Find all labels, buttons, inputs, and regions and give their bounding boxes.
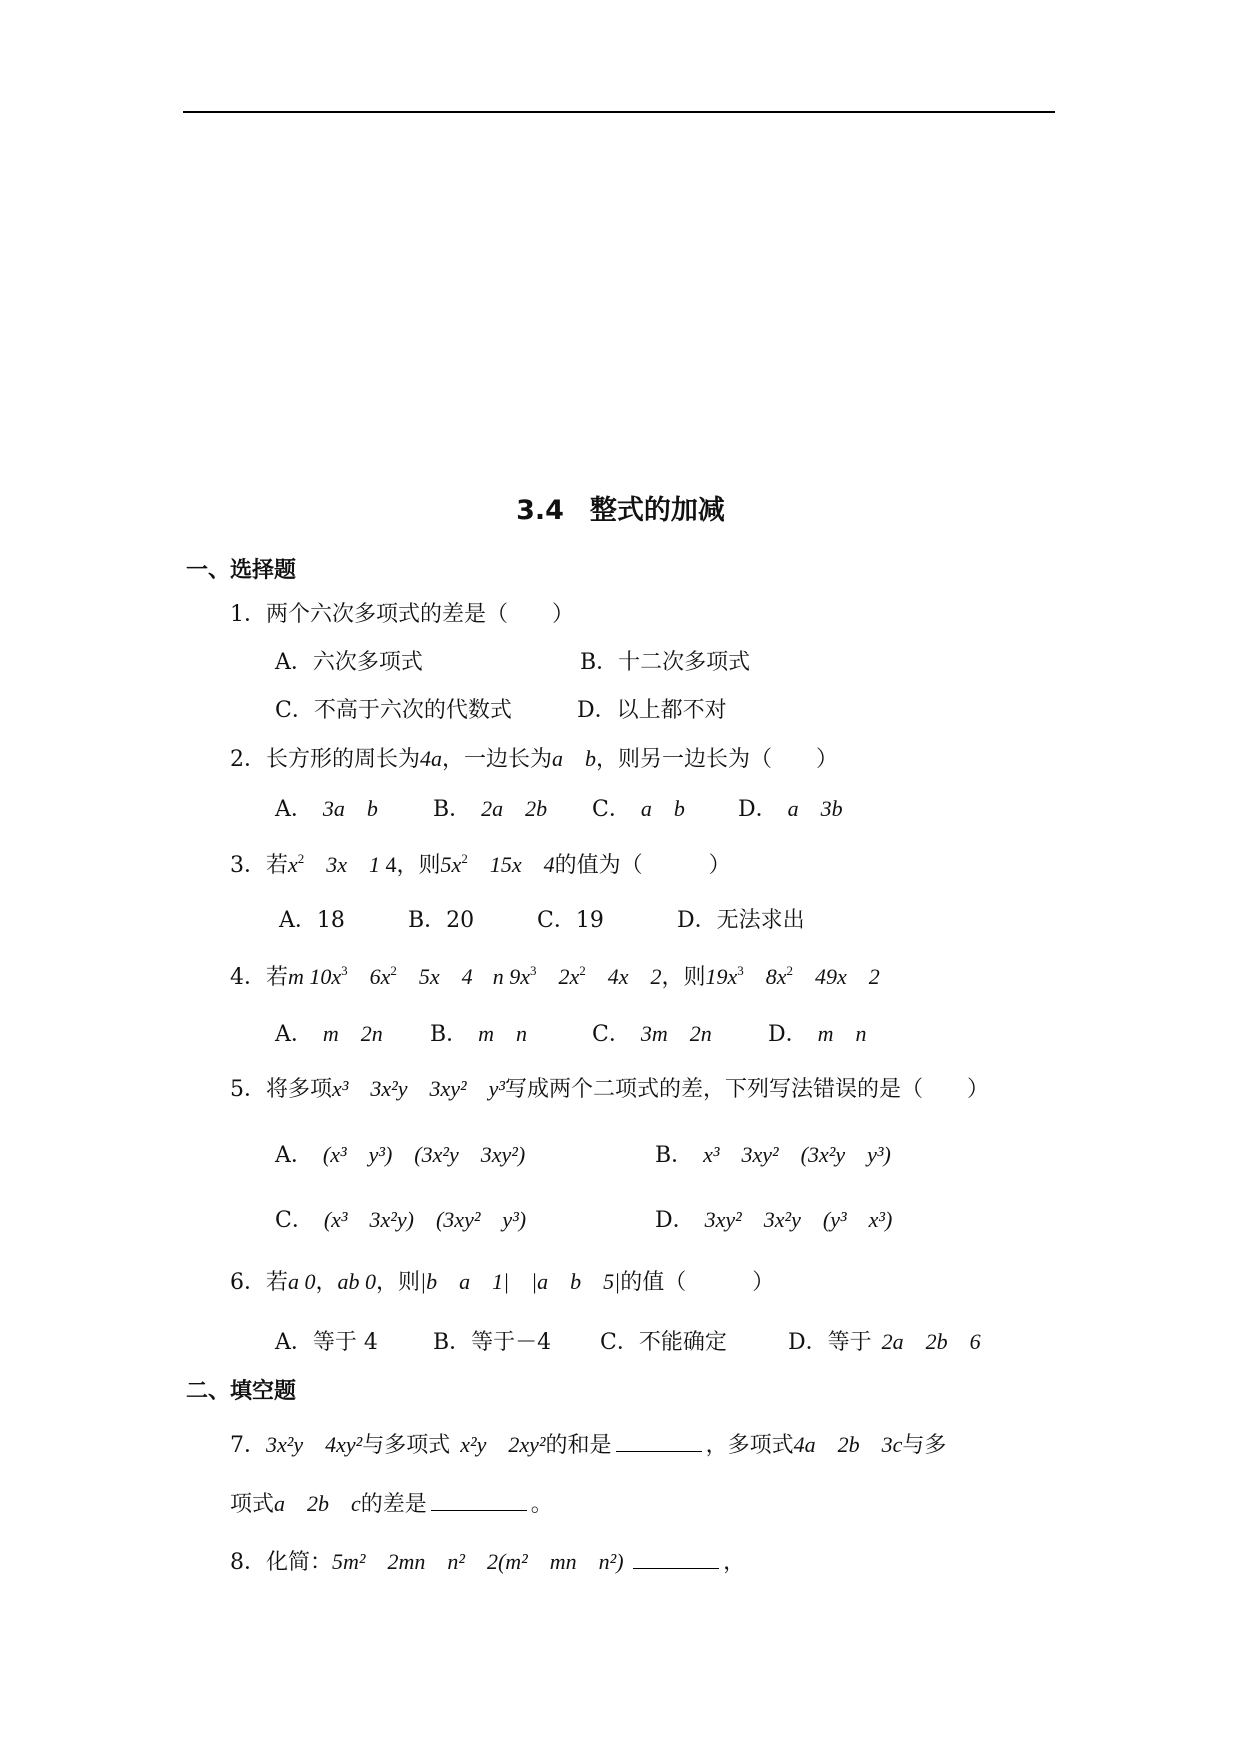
q4-a-label: A． [275, 1022, 313, 1047]
q3-option-d: D．无法求出 [677, 908, 805, 933]
q4-option-b [430, 1017, 527, 1048]
q5-c-label: C． [275, 1208, 314, 1233]
q3-expr2: 5x [440, 852, 462, 877]
q5-option-d [655, 1203, 892, 1234]
q4-n-exp2: 2 [579, 963, 586, 978]
q6-prefix: 6．若 [230, 1270, 288, 1295]
q6-option-c: C．不能确定 [600, 1330, 727, 1355]
q4-stem [230, 960, 880, 991]
q4-prefix: 4．若 [230, 965, 288, 990]
q8-blank[interactable] [633, 1550, 719, 1569]
q8-prefix: 8．化简： [230, 1550, 332, 1575]
q4-r-exp: 3 [737, 963, 744, 978]
q4-mid: ，则 [661, 965, 706, 990]
q6-d-label: D．等于 [788, 1330, 872, 1355]
q3-option-a: A．18 [279, 908, 345, 933]
q1-option-c: C．不高于六次的代数式 [275, 698, 512, 723]
q5-c-expr: (x³ 3x²y) (3xy² y³) [323, 1207, 527, 1232]
q5-prefix: 5．将多项 [230, 1077, 332, 1102]
q2-c-expr: a b [640, 796, 685, 821]
q5-b-label: B． [655, 1143, 694, 1168]
q1-stem: 1．两个六次多项式的差是（ ） [230, 602, 574, 627]
section-fill: 二、填空题 [186, 1379, 297, 1404]
q7-expr4: a 2b c [274, 1491, 361, 1516]
q5-option-c [275, 1203, 526, 1234]
q1-option-d: D．以上都不对 [577, 698, 727, 723]
q7-line2-b: 的差是 [360, 1492, 427, 1517]
q5-b-expr: x³ 3xy² (3x²y y³) [703, 1142, 891, 1167]
q6-cond1: a 0 [288, 1269, 316, 1294]
q2-option-d [738, 792, 843, 823]
q2-perimeter: 4a [420, 746, 442, 771]
title-number: 3.4 [516, 495, 564, 526]
q4-c-label: C． [592, 1022, 631, 1047]
q2-side: a b [552, 746, 597, 771]
q7-text1: 与多项式 [362, 1433, 451, 1458]
q4-r-expr: 19x [705, 964, 738, 989]
q7-expr3: 4a 2b 3c [793, 1432, 903, 1457]
q6-option-d [788, 1325, 981, 1356]
q4-option-a [275, 1017, 383, 1048]
q3-eq: 4 [385, 852, 397, 877]
q5-stem [230, 1072, 989, 1103]
q5-a-label: A． [275, 1143, 313, 1168]
q6-option-a: A．等于 4 [275, 1330, 378, 1355]
q4-option-c [592, 1017, 712, 1048]
q4-r-exp2: 2 [786, 963, 794, 978]
q7-text2: 的和是 [545, 1433, 612, 1458]
q7-prefix: 7． [230, 1433, 266, 1458]
q4-n-expr: 9x [509, 964, 530, 989]
q2-option-b [433, 792, 547, 823]
q4-r-rest1: 8x [743, 964, 787, 989]
q4-d-expr: m n [817, 1021, 867, 1046]
q4-n-rest2: 4x 2 [585, 964, 662, 989]
q4-n-rest1: 2x [536, 964, 580, 989]
q3-expr1: x [288, 852, 298, 877]
q4-r-rest2: 49x 2 [793, 964, 880, 989]
title-text: 整式的加减 [589, 495, 725, 526]
q6-d-expr: 2a 2b 6 [881, 1329, 981, 1354]
q5-d-label: D． [655, 1208, 695, 1233]
q7-text4: 与多 [902, 1433, 947, 1458]
header-rule [183, 111, 1055, 113]
q3-expr1b: 3x 1 [304, 852, 386, 877]
q3-expr2b: 15x 4 [467, 852, 555, 877]
q4-m-expr: 10x [309, 964, 342, 989]
q4-m-eq: m [288, 964, 310, 989]
q5-option-b [655, 1138, 891, 1169]
q2-stem [230, 742, 838, 773]
q4-n-eq: n [492, 964, 510, 989]
q2-a-label: A． [275, 797, 313, 822]
q4-option-d [768, 1017, 867, 1048]
q2-option-c [592, 792, 685, 823]
q7-expr1: 3x²y 4xy² [266, 1432, 363, 1457]
q3-option-c: C．19 [537, 908, 604, 933]
q5-d-expr: 3xy² 3x²y (y³ x³) [704, 1207, 893, 1232]
q7-end: 。 [530, 1492, 553, 1517]
page-title [0, 488, 1241, 527]
q2-d-expr: a 3b [787, 796, 843, 821]
q2-prefix: 2．长方形的周长为 [230, 747, 420, 772]
q6-option-b: B．等于－4 [433, 1330, 552, 1355]
q3-prefix: 3．若 [230, 853, 288, 878]
q1-option-b: B．十二次多项式 [580, 650, 751, 675]
section-choice: 一、选择题 [186, 558, 297, 583]
q6-expr: |b a 1| |a b 5| [420, 1269, 621, 1294]
q2-suffix: ，则另一边长为（ ） [596, 747, 839, 772]
q5-poly: x³ 3x²y 3xy² y³ [332, 1076, 505, 1101]
q4-m-exp2: 2 [390, 963, 397, 978]
q4-a-expr: m 2n [322, 1021, 383, 1046]
q7-line2-a: 项式 [230, 1492, 275, 1517]
q4-n-exp: 3 [529, 963, 537, 978]
q4-m-rest1: 6x [347, 964, 391, 989]
q3-exp1: 2 [297, 851, 305, 866]
q2-a-expr: 3a b [322, 796, 378, 821]
q4-b-label: B． [430, 1022, 469, 1047]
q5-option-a [275, 1138, 525, 1169]
q3-mid: ，则 [396, 853, 441, 878]
q3-suffix: 的值为（ ） [554, 853, 731, 878]
q3-stem [230, 848, 731, 879]
q8-stem [230, 1545, 745, 1576]
q3-exp2: 2 [461, 851, 468, 866]
q7-line2 [230, 1487, 553, 1518]
q2-mid: ，一边长为 [442, 747, 553, 772]
q4-b-expr: m n [478, 1021, 528, 1046]
q8-end: ， [723, 1550, 746, 1575]
q7-line1 [230, 1428, 946, 1459]
q6-sep: ， [315, 1270, 338, 1295]
q5-a-expr: (x³ y³) (3x²y 3xy²) [322, 1142, 526, 1167]
q6-stem [230, 1265, 774, 1296]
q3-option-b: B．20 [408, 908, 475, 933]
q2-c-label: C． [592, 797, 631, 822]
q6-suffix: 的值（ ） [620, 1270, 775, 1295]
q4-m-exp: 3 [341, 963, 348, 978]
q7-expr2: x²y 2xy² [460, 1432, 546, 1457]
q2-b-label: B． [433, 797, 472, 822]
q1-option-a: A．六次多项式 [275, 650, 423, 675]
q7-blank2[interactable] [431, 1492, 527, 1511]
q4-d-label: D． [768, 1022, 808, 1047]
q4-c-expr: 3m 2n [640, 1021, 712, 1046]
q2-b-expr: 2a 2b [481, 796, 548, 821]
q7-blank1[interactable] [616, 1433, 702, 1452]
q8-expr: 5m² 2mn n² 2(m² mn n²) [332, 1549, 630, 1574]
q5-suffix: 写成两个二项式的差，下列写法错误的是（ ） [504, 1077, 989, 1102]
q6-mid: ，则 [376, 1270, 421, 1295]
q2-d-label: D． [738, 797, 778, 822]
q4-m-rest2: 5x 4 [396, 964, 473, 989]
q6-cond2: ab 0 [337, 1269, 377, 1294]
q2-option-a [275, 792, 378, 823]
q7-text3: ，多项式 [705, 1433, 794, 1458]
